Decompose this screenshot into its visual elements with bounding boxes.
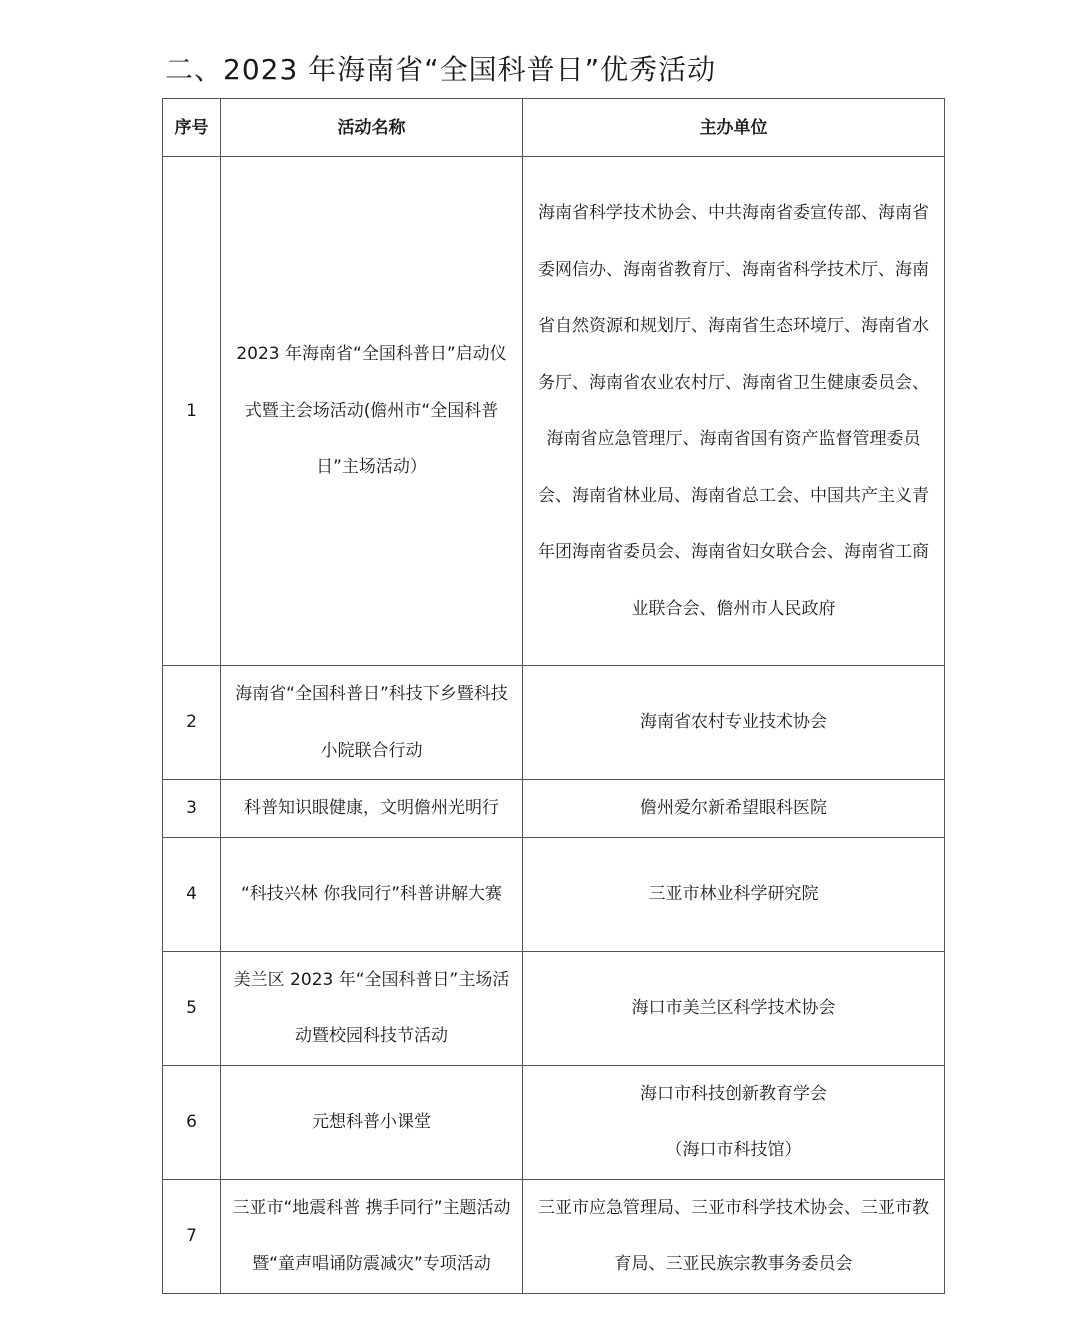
row-index: 4 — [163, 837, 221, 951]
activity-name: “科技兴林 你我同行”科普讲解大赛 — [221, 837, 523, 951]
organizer: 海口市美兰区科学技术协会 — [523, 951, 945, 1065]
organizer: 儋州爱尔新希望眼科医院 — [523, 780, 945, 838]
table-row — [163, 157, 945, 666]
organizer-line: （海口市科技馆） — [665, 1140, 802, 1160]
organizer-line: 海口市科技创新教育学会 — [640, 1083, 827, 1104]
header-organizer: 主办单位 — [523, 99, 945, 157]
row-index: 3 — [163, 780, 221, 838]
activity-name: 海南省“全国科普日”科技下乡暨科技小院联合行动 — [221, 666, 523, 780]
header-index: 序号 — [163, 99, 221, 157]
organizer: 三亚市林业科学研究院 — [523, 837, 945, 951]
table-row — [163, 837, 945, 951]
document-title: 二、2023 年海南省“全国科普日”优秀活动 — [165, 53, 717, 86]
organizer: 海南省农村专业技术协会 — [523, 666, 945, 780]
table-row — [163, 1065, 945, 1179]
activity-name: 元想科普小课堂 — [221, 1065, 523, 1179]
row-index: 5 — [163, 951, 221, 1065]
organizer — [523, 1065, 945, 1179]
organizer: 三亚市应急管理局、三亚市科学技术协会、三亚市教育局、三亚民族宗教事务委员会 — [523, 1179, 945, 1293]
table-row — [163, 780, 945, 838]
table-row — [163, 951, 945, 1065]
row-index: 2 — [163, 666, 221, 780]
organizer: 海南省科学技术协会、中共海南省委宣传部、海南省委网信办、海南省教育厅、海南省科学技术厅、海南省自然资源和规划厅、海南省生态环境厅、海南省水务厅、海南省农业农村厅、海南省卫生健康委员会、海南省应急管理厅、海南省国有资产监督管理委员会、海南省林业局、海南省总工会、中国共产主义青年团海南省委员会、海南省妇女联合会、海南省工商业联合会、儋州市人民政府 — [523, 157, 945, 666]
row-index: 6 — [163, 1065, 221, 1179]
activity-name: 三亚市“地震科普 携手同行”主题活动暨“童声唱诵防震减灾”专项活动 — [221, 1179, 523, 1293]
activity-name: 2023 年海南省“全国科普日”启动仪式暨主会场活动(儋州市“全国科普日”主场活动） — [221, 157, 523, 666]
header-activity-name: 活动名称 — [221, 99, 523, 157]
activity-name: 科普知识眼健康，文明儋州光明行 — [221, 780, 523, 838]
activity-name: 美兰区 2023 年“全国科普日”主场活动暨校园科技节活动 — [221, 951, 523, 1065]
table-header-row — [163, 99, 945, 157]
row-index: 7 — [163, 1179, 221, 1293]
row-index: 1 — [163, 157, 221, 666]
table-row — [163, 1179, 945, 1293]
table-row — [163, 666, 945, 780]
activities-table — [162, 98, 945, 1294]
